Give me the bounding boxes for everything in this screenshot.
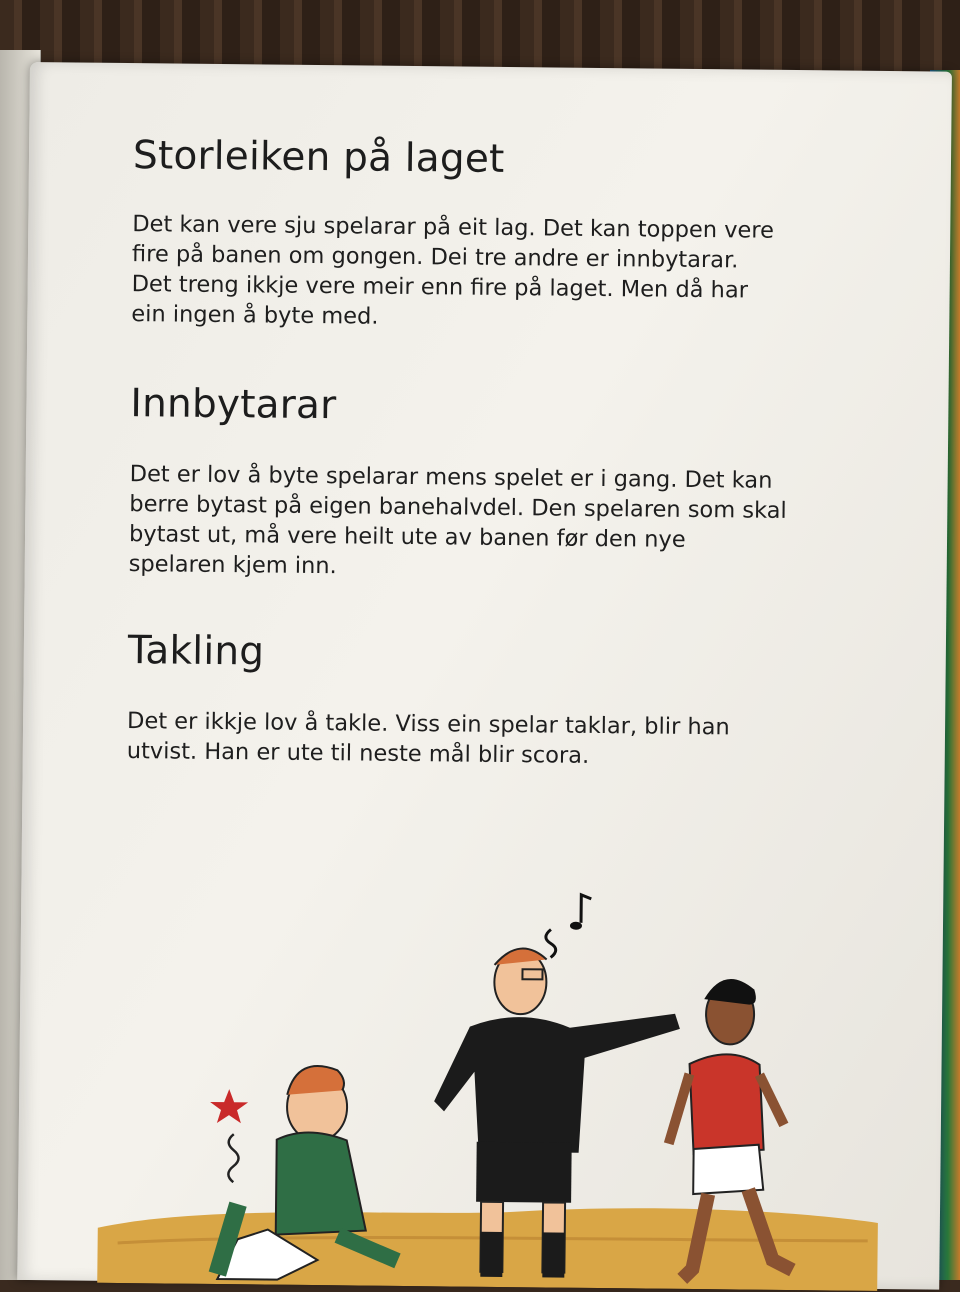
text-line: berre bytast på eigen banehalvdel. Den spelaren som skal [129,491,787,524]
paragraph-tackling [127,706,863,774]
book-page [17,62,952,1290]
whistle-sound-icon [546,894,592,957]
heading-team-size: Storleiken på laget [132,133,505,182]
text-line: spelaren kjem inn. [128,551,337,580]
text-line: Det er lov å byte spelarar mens spelet er i gang. Det kan [129,461,773,494]
paragraph-substitutes [129,459,865,587]
text-line: bytast ut, må vere heilt ute av banen før den nye [128,521,686,553]
text-line: Det er ikkje lov å takle. Viss ein spelar taklar, blir han [126,708,730,741]
heading-tackling: Takling [127,628,265,675]
heading-substitutes: Innbytarar [130,381,337,429]
text-line: Det kan vere sju spelarar på eit lag. Det kan toppen vere [132,211,775,244]
text-line: Det treng ikkje vere meir enn fire på laget. Men då har [131,271,749,304]
paragraph-team-size [131,209,867,337]
text-line: fire på banen om gongen. Dei tre andre er innbytarar. [131,241,739,274]
referee-illustration [87,843,892,1291]
text-line: ein ingen å byte med. [131,301,379,330]
star-icon [210,1089,248,1123]
text-line: utvist. Han er ute til neste mål blir scora. [126,738,590,769]
